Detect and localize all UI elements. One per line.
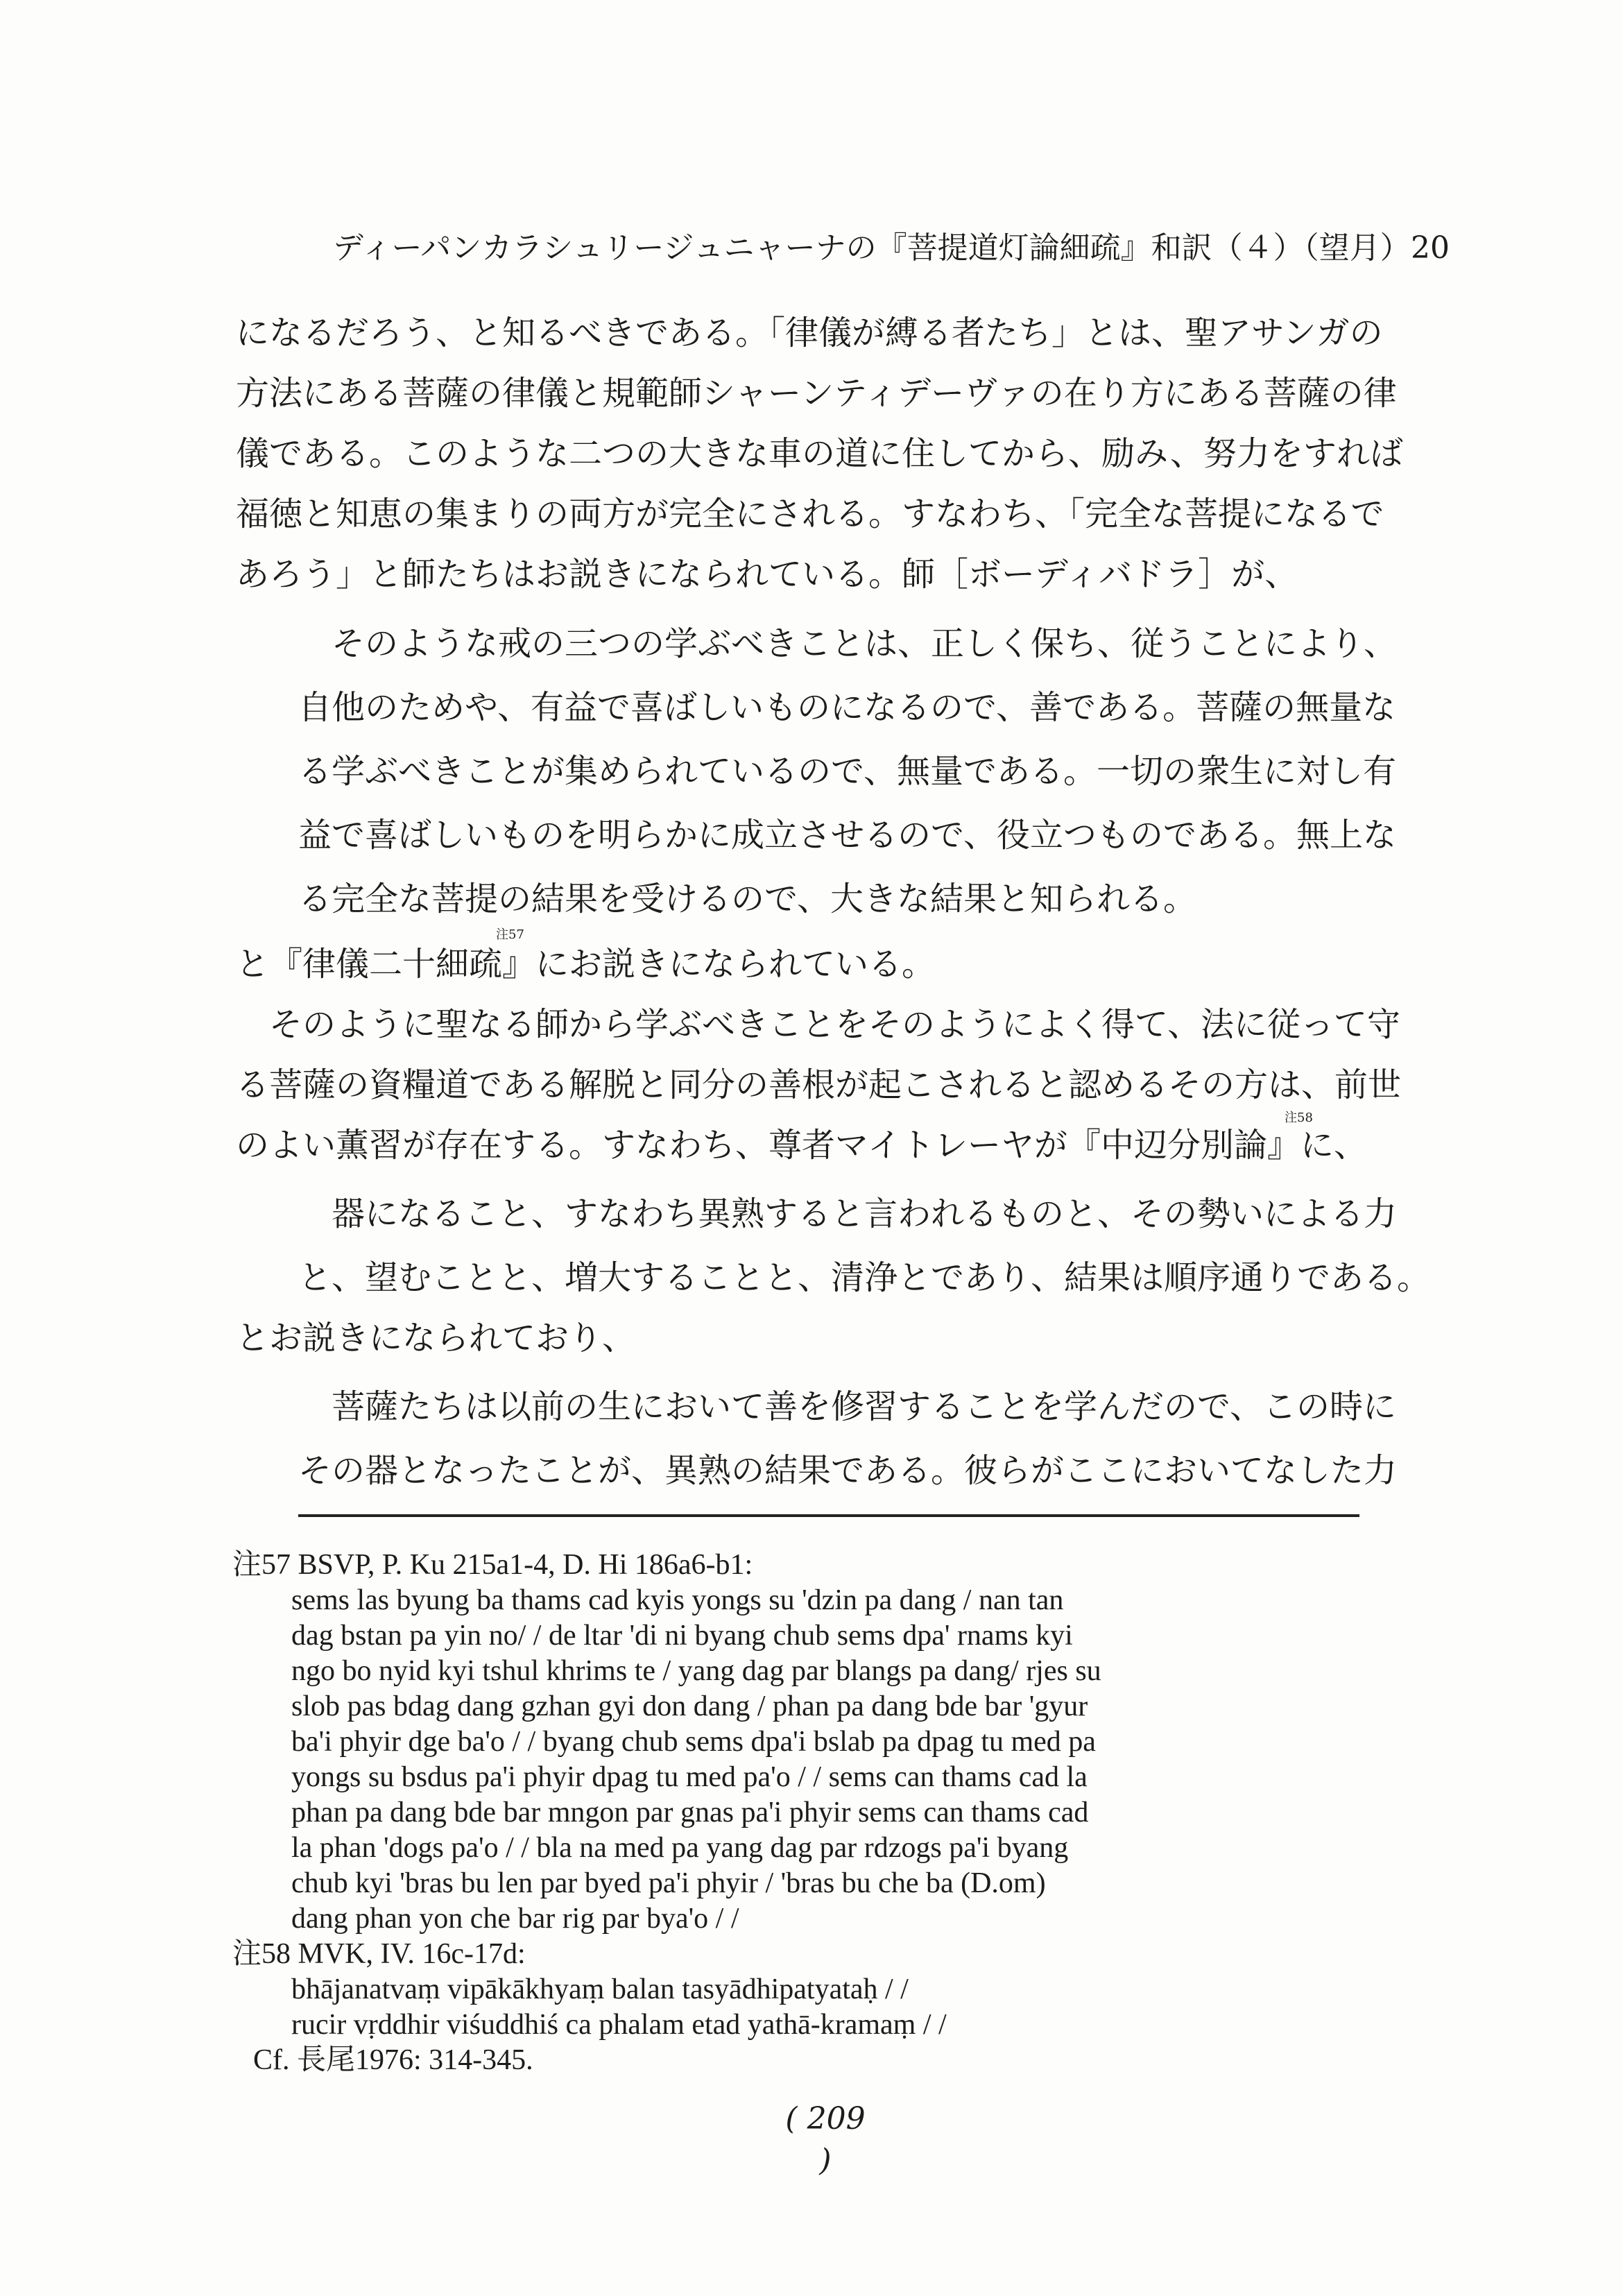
footnote-58-heading: 注58 MVK, IV. 16c-17d: [232,1938,526,1970]
body-line: 福徳と知恵の集まりの両方が完全にされる。すなわち、「完全な菩提になるで [236,495,1384,533]
footnote-rule [298,1514,1359,1517]
footnote-line: rucir vṛddhir viśuddhiś ca phalam etad yathā-kramaṃ / / [291,2009,947,2041]
quote-line: その器となったことが、異熟の結果である。彼らがここにおいてなした力 [298,1451,1398,1490]
body-line: る菩薩の資糧道である解脱と同分の善根が起こされると認めるその方は、前世 [236,1065,1402,1104]
body-line: あろう」と師たちはお説きになられている。師［ボーディバドラ］が、 [236,555,1298,594]
footnote-citation: Cf. 長尾1976: 314-345. [253,2044,533,2076]
quote-line: そのような戒の三つの学ぶべきことは、正しく保ち、従うことにより、 [298,624,1398,663]
footnote-57-heading: 注57 BSVP, P. Ku 215a1-4, D. Hi 186a6-b1: [232,1549,753,1581]
quote-line: る学ぶべきことが集められているので、無量である。一切の衆生に対し有 [298,752,1397,791]
body-line: とお説きになられており、 [236,1319,636,1357]
footnote-line: dag bstan pa yin no/ / de ltar 'di ni byang chub sems dpa' rnams kyi [291,1620,1073,1652]
footnote-line: ba'i phyir dge ba'o / / byang chub sems dpa'i bslab pa dpag tu med pa [291,1726,1096,1758]
quote-line: 器になること、すなわち異熟すると言われるものと、その勢いによる力 [298,1194,1398,1233]
page-number: ( 209 ) [785,2101,866,2178]
footnote-line: sems las byung ba thams cad kyis yongs su 'dzin pa dang / nan tan [291,1584,1064,1616]
body-line: 方法にある菩薩の律儀と規範師シャーンティデーヴァの在り方にある菩薩の律 [236,374,1397,413]
footnote-line: chub kyi 'bras bu len par byed pa'i phyir / 'bras bu che ba (D.om) [291,1867,1046,1899]
footnote-line: la phan 'dogs pa'o / / bla na med pa yang dag par rdzogs pa'i byang [291,1832,1069,1864]
footnote-marker-57: 注57 [496,927,524,942]
body-line: のよい薫習が存在する。すなわち、尊者マイトレーヤが『中辺分別論』に、 [236,1126,1368,1165]
footnote-line: bhājanatvaṃ vipākākhyaṃ balan tasyādhipatyataḥ / / [291,1973,909,2005]
body-line: そのように聖なる師から学ぶべきことをそのようによく得て、法に従って守 [236,1005,1401,1044]
header-page-number: 20 [1411,230,1450,266]
footnote-line: yongs su bsdus pa'i phyir dpag tu med pa'o / / sems can thams cad la [291,1761,1088,1793]
quote-line: と、望むことと、増大することと、清浄とであり、結果は順序通りである。 [298,1258,1431,1297]
footnote-line: phan pa dang bde bar mngon par gnas pa'i phyir sems can thams cad [291,1797,1089,1828]
quote-line: る完全な菩提の結果を受けるので、大きな結果と知られる。 [298,880,1197,918]
footnote-line: dang phan yon che bar rig par bya'o / / [291,1903,739,1935]
footnote-marker-58: 注58 [1285,1111,1313,1125]
body-line: 儀である。このような二つの大きな車の道に住してから、励み、努力をすれば [236,434,1403,473]
quote-line: 菩薩たちは以前の生において善を修習することを学んだので、この時に [298,1387,1397,1426]
body-line: と『律儀二十細疏』にお説きになられている。 [236,945,936,984]
quote-line: 自他のためや、有益で喜ばしいものになるので、善である。菩薩の無量な [298,688,1396,727]
footnote-line: ngo bo nyid kyi tshul khrims te / yang dag par blangs pa dang/ rjes su [291,1655,1101,1687]
header-title: ディーパンカラシュリージュニャーナの『菩提道灯論細疏』和訳（４）（望月） [333,230,1411,266]
quote-line: 益で喜ばしいものを明らかに成立させるので、役立つものである。無上な [298,816,1397,855]
running-header [236,221,1450,276]
footnote-line: slob pas bdag dang gzhan gyi don dang / phan pa dang bde bar 'gyur [291,1690,1088,1722]
body-line: になるだろう、と知るべきである。「律儀が縛る者たち」とは、聖アサンガの [236,314,1383,352]
